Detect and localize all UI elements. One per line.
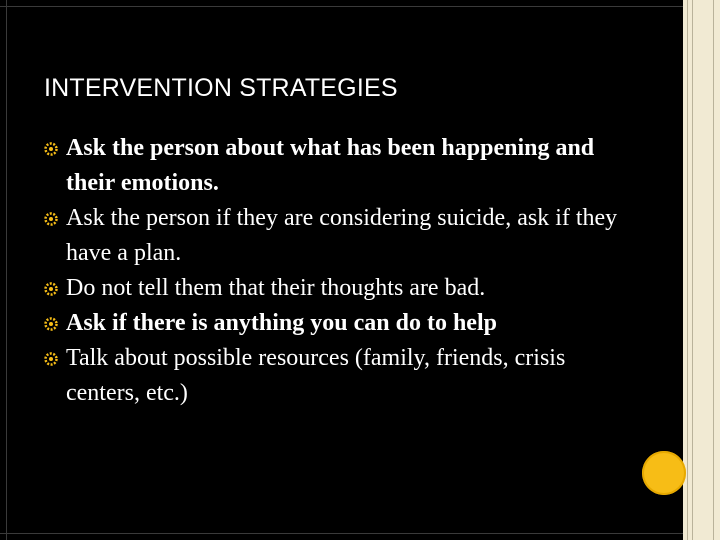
frame-line-bottom xyxy=(0,533,683,534)
slide-title: INTERVENTION STRATEGIES xyxy=(44,74,398,102)
bullet-list xyxy=(44,131,624,411)
gear-icon xyxy=(44,317,58,331)
gear-icon xyxy=(44,352,58,366)
gear-icon xyxy=(44,282,58,296)
decorative-side-border xyxy=(683,0,720,540)
bullet-text: Ask the person if they are considering suicide, ask if they have a plan. xyxy=(66,205,618,266)
border-line xyxy=(713,0,714,540)
frame-line-left xyxy=(6,0,7,540)
bullet-text: Talk about possible resources (family, friends, crisis centers, etc.) xyxy=(66,345,566,406)
border-line xyxy=(687,0,688,540)
decorative-circle xyxy=(642,451,686,495)
border-line xyxy=(692,0,693,540)
bullet-text: Do not tell them that their thoughts are bad. xyxy=(66,275,486,301)
bullet-item xyxy=(44,131,624,201)
bullet-text: Ask the person about what has been happening and their emotions. xyxy=(66,135,595,196)
gear-icon xyxy=(44,212,58,226)
gear-icon xyxy=(44,142,58,156)
bullet-item xyxy=(44,271,624,306)
bullet-text: Ask if there is anything you can do to help xyxy=(66,310,497,336)
frame-line-top xyxy=(0,6,683,7)
bullet-item xyxy=(44,201,624,271)
bullet-item xyxy=(44,306,624,341)
bullet-item xyxy=(44,341,624,411)
